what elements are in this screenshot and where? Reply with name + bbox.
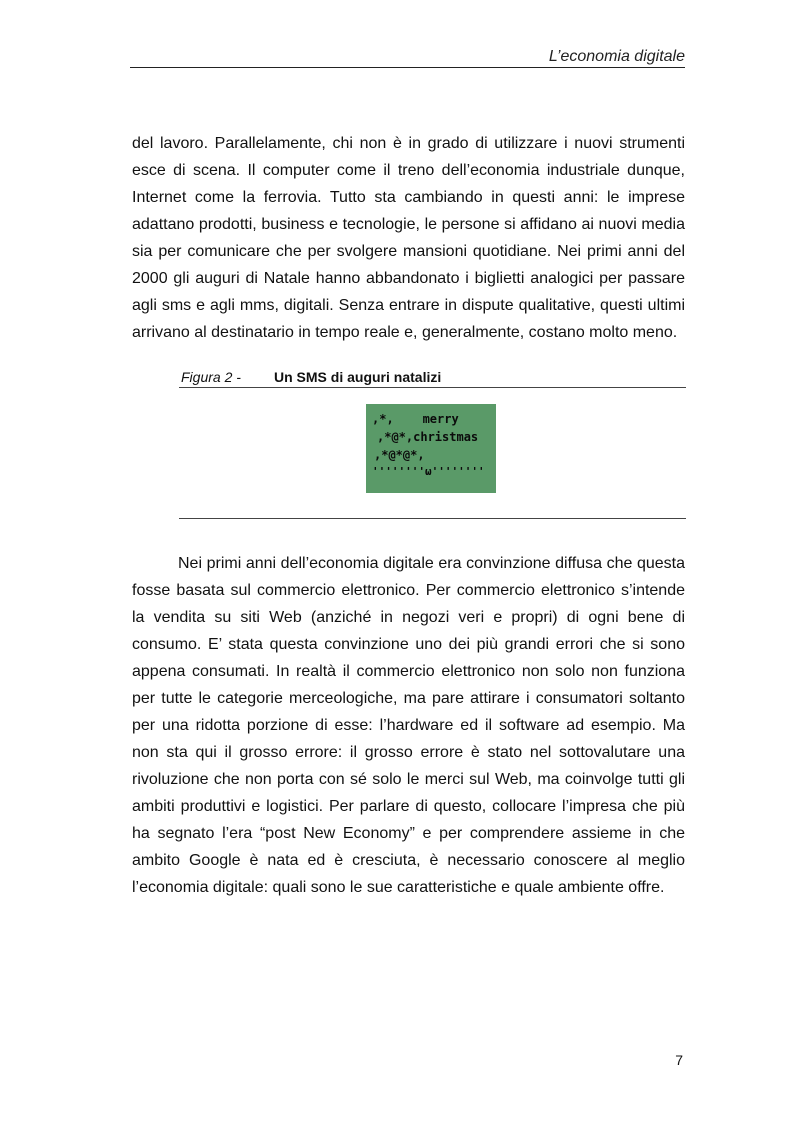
page-number: 7 (675, 1052, 683, 1068)
figure-caption (179, 369, 686, 387)
header-rule (130, 67, 685, 68)
sms-line-4: ''''''''ω'''''''' (372, 465, 485, 478)
sms-line-2: ,*@*,christmas (377, 430, 479, 444)
sms-line-3: ,*@*@*, (374, 448, 425, 462)
figure-rule-top (179, 387, 686, 388)
figure-title: Un SMS di auguri natalizi (274, 369, 442, 385)
sms-line-1: ,*, merry (372, 412, 459, 426)
figure-rule-bottom (179, 518, 686, 519)
body-paragraph-1: del lavoro. Parallelamente, chi non è in grado di utilizzare i nuovi strumenti esce di scena. Il computer come il treno dell’economia industriale dunque, Internet come la ferrovia. Tutto sta cambiando in questi anni: le imprese adattano prodotti, business e tecnologie, le persone si affidano ai nuovi media sia per comunicare che per svolgere mansioni quotidiane. Nei primi anni del 2000 gli auguri di Natale hanno abbandonato i biglietti analogici per passare agli sms e agli mms, digitali. Senza entrare in dispute qualitative, questi ultimi arrivano al destinatario in tempo reale e, generalmente, costano molto meno. (132, 135, 685, 341)
sms-image (366, 404, 496, 493)
body-paragraph-2: Nei primi anni dell’economia digitale era convinzione diffusa che questa fosse basata sul commercio elettronico. Per commercio elettronico s’intende la vendita su siti Web (anziché in negozi veri e propri) di ogni bene di consumo. E’ stata questa convinzione uno dei più grandi errori che si sono appena consumati. In realtà il commercio elettronico non solo non funziona per tutte le categorie merceologiche, ma pare attirare i consumatori soltanto per una ridotta porzione di esse: l’hardware ed il software ad esempio. Ma non sta qui il grosso errore: il grosso errore è stato nel sottovalutare una rivoluzione che non porta con sé solo le merci sul Web, ma coinvolge tutti gli ambiti produttivi e logistici. Per parlare di questo, collocare l’impresa che più ha segnato l’era “post New Economy” e per comprendere assieme in che ambito Google è nata ed è cresciuta, è necessario conoscere al meglio l’economia digitale: quali sono le sue caratteristiche e quale ambiente offre. (132, 555, 685, 896)
figure-label: Figura 2 - (181, 369, 241, 385)
running-header-title: L’economia digitale (548, 48, 685, 65)
